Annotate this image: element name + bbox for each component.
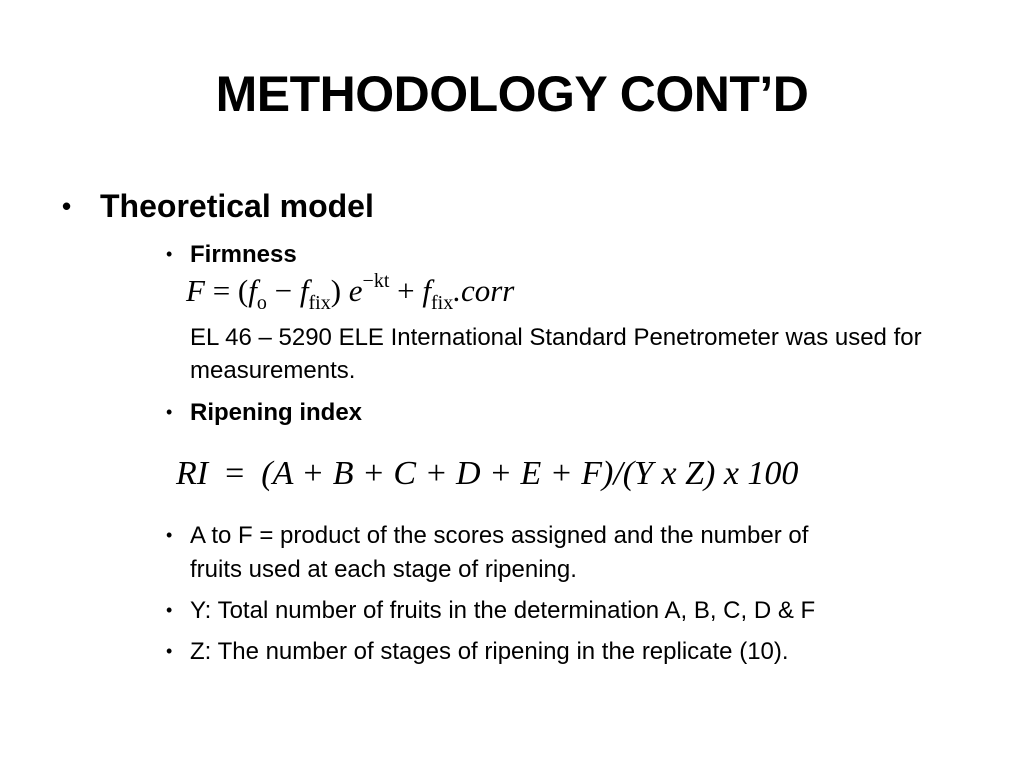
bullet-icon: • — [166, 600, 173, 620]
eq-operator: + — [389, 273, 423, 308]
list-item-ripening-index — [166, 396, 362, 429]
section-heading-row — [62, 184, 374, 228]
list-item-firmness — [166, 238, 297, 271]
firmness-equation — [186, 270, 515, 314]
eq-paren: ( — [237, 273, 249, 308]
slide-title: METHODOLOGY CONT’D — [215, 66, 809, 122]
eq-subscript: o — [256, 292, 267, 314]
bullet-icon: • — [166, 244, 173, 264]
definition-text: Y: Total number of fruits in the determination A, B, C, D & F — [190, 597, 816, 624]
definition-item — [166, 635, 789, 668]
eq-term: RI — [176, 455, 209, 492]
eq-subscript: fix — [431, 292, 454, 314]
eq-term: F — [186, 273, 205, 308]
firmness-note: EL 46 – 5290 ELE International Standard Penetrometer was used for measurements. — [190, 324, 922, 384]
eq-expression: (A + B + C + D + E + F)/(Y x Z) x 100 — [261, 455, 799, 492]
definition-text: Z: The number of stages of ripening in the replicate (10). — [190, 638, 789, 665]
bullet-icon: • — [166, 525, 173, 545]
bullet-icon: • — [166, 641, 173, 661]
eq-term: .corr — [453, 273, 515, 308]
eq-operator: = — [204, 273, 238, 308]
definition-item-continued — [166, 553, 577, 586]
definition-item — [166, 519, 808, 552]
list-item-label: Firmness — [190, 241, 297, 268]
ripening-index-equation — [176, 452, 798, 496]
bullet-icon: • — [62, 191, 72, 221]
eq-term: f — [422, 273, 431, 308]
definition-item — [166, 594, 815, 627]
eq-term: e — [341, 273, 363, 308]
eq-term: f — [299, 273, 309, 308]
eq-subscript: fix — [308, 292, 331, 314]
definition-text: A to F = product of the scores assigned and the number of — [190, 522, 809, 549]
bullet-icon: • — [166, 402, 173, 422]
eq-term: f — [248, 273, 257, 308]
list-item-label: Ripening index — [190, 399, 363, 426]
eq-superscript: −kt — [362, 270, 390, 292]
eq-operator: − — [266, 273, 300, 308]
eq-operator: = — [208, 455, 262, 492]
eq-paren: ) — [330, 273, 342, 308]
definition-text: fruits used at each stage of ripening. — [190, 556, 577, 583]
section-heading: Theoretical model — [100, 188, 374, 224]
